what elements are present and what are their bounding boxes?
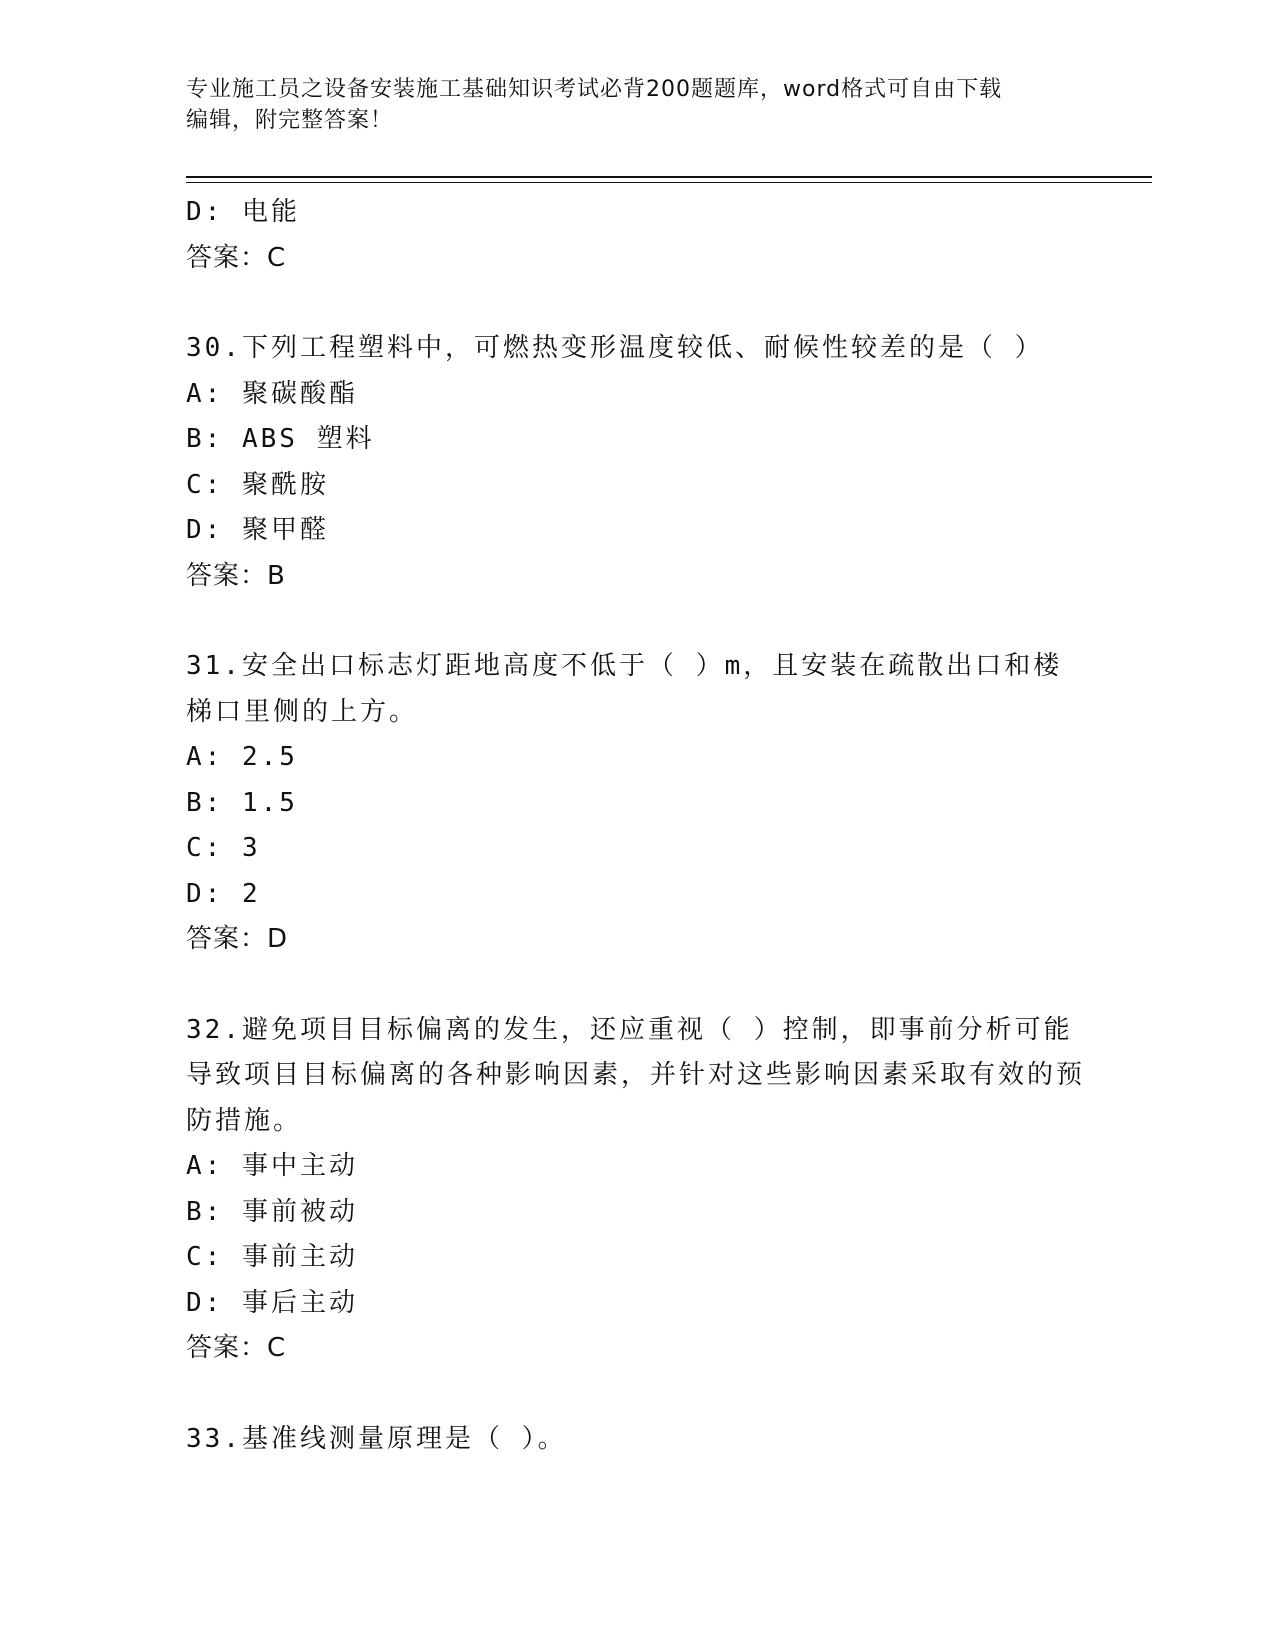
question-31: [186, 644, 1086, 963]
question-33: [186, 1417, 1086, 1463]
question-stem: 31.安全出口标志灯距地高度不低于（ ）m，且安装在疏散出口和楼梯口里侧的上方。: [186, 651, 1063, 727]
question-stem: 32.避免项目目标偏离的发生，还应重视（ ）控制，即事前分析可能导致项目目标偏离的各种影响因素，并针对这些影响因素采取有效的预防措施。: [186, 1014, 1086, 1136]
question-stem: 33.基准线测量原理是（ ）。: [186, 1423, 567, 1454]
prev-answer: 答案：C: [186, 242, 287, 273]
answer: 答案：C: [186, 1333, 287, 1363]
option-d: D: 事后主动: [186, 1287, 358, 1318]
option-d: D: 聚甲醛: [186, 515, 329, 545]
option-c: C: 3: [186, 833, 261, 863]
prev-option-d: D: 电能: [186, 197, 300, 227]
option-b: B: ABS 塑料: [186, 424, 375, 454]
header-divider: [186, 176, 1152, 178]
header-title-line-2: 编辑，附完整答案！: [186, 108, 394, 133]
option-a: A: 聚碳酸酯: [186, 378, 358, 409]
question-stem: 30.下列工程塑料中，可燃热变形温度较低、耐候性较差的是（ ）: [186, 333, 1044, 363]
option-c: C: 聚酰胺: [186, 469, 329, 500]
document-header: [186, 74, 1066, 136]
question-32: [186, 1008, 1086, 1372]
option-a: A: 2.5: [186, 742, 298, 772]
option-d: D: 2: [186, 878, 261, 909]
option-b: B: 1.5: [186, 787, 298, 818]
question-content: [186, 190, 1086, 1462]
question-30: [186, 326, 1086, 599]
header-title-line-1: 专业施工员之设备安装施工基础知识考试必背200题题库，word格式可自由下载: [186, 77, 1003, 102]
option-c: C: 事前主动: [186, 1242, 358, 1272]
header-divider-thin: [186, 182, 1152, 183]
answer: 答案：D: [186, 924, 289, 954]
option-b: B: 事前被动: [186, 1196, 358, 1227]
answer: 答案：B: [186, 560, 286, 591]
option-a: A: 事中主动: [186, 1151, 358, 1181]
